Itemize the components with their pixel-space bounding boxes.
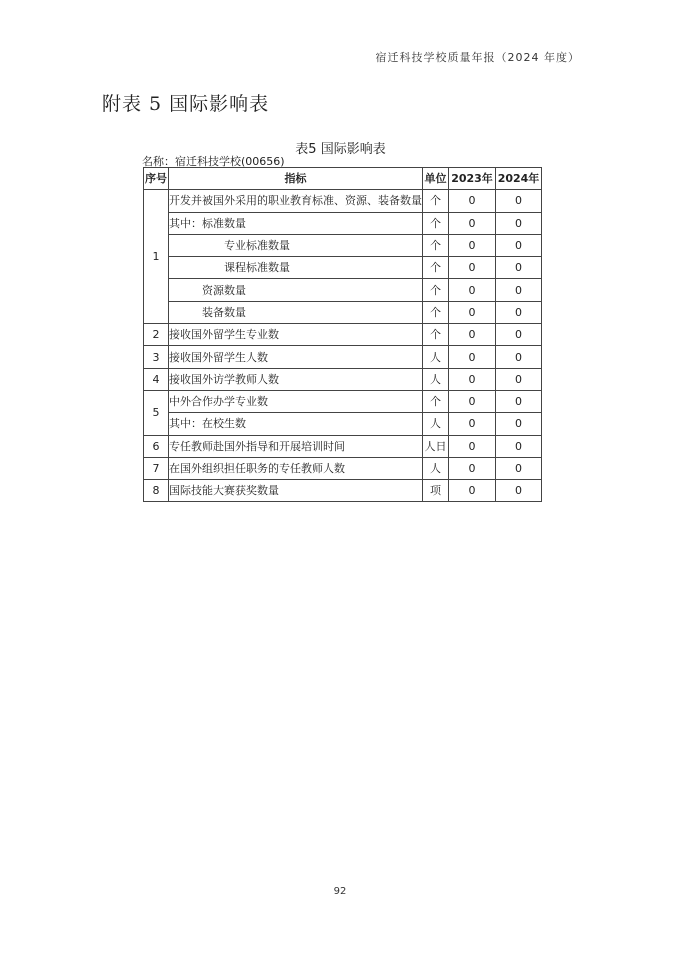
row-indicator: 专任教师赴国外指导和开展培训时间 <box>169 435 423 457</box>
row-value-2024: 0 <box>496 324 542 346</box>
table-row <box>144 480 542 502</box>
row-value-2024: 0 <box>496 480 542 502</box>
row-unit: 个 <box>423 324 449 346</box>
row-value-2023: 0 <box>449 234 496 256</box>
page-header: 宿迁科技学校质量年报（2024 年度） <box>375 51 580 64</box>
row-indicator: 接收国外访学教师人数 <box>169 368 423 390</box>
table-row <box>144 190 542 212</box>
row-value-2023: 0 <box>449 390 496 412</box>
row-unit: 个 <box>423 390 449 412</box>
row-value-2023: 0 <box>449 212 496 234</box>
row-unit: 人 <box>423 346 449 368</box>
row-unit: 人 <box>423 413 449 435</box>
row-unit: 个 <box>423 190 449 212</box>
row-unit: 项 <box>423 480 449 502</box>
row-value-2024: 0 <box>496 279 542 301</box>
row-unit: 个 <box>423 212 449 234</box>
school-name: 名称：宿迁科技学校(00656) <box>142 155 285 168</box>
col-header-unit: 单位 <box>423 168 449 190</box>
row-seq: 5 <box>144 390 169 435</box>
row-seq: 4 <box>144 368 169 390</box>
row-value-2023: 0 <box>449 435 496 457</box>
international-influence-table <box>143 167 542 502</box>
table-row <box>144 413 542 435</box>
row-value-2023: 0 <box>449 279 496 301</box>
table-row <box>144 324 542 346</box>
row-indicator: 资源数量 <box>169 279 423 301</box>
row-indicator: 在国外组织担任职务的专任教师人数 <box>169 457 423 479</box>
row-value-2023: 0 <box>449 324 496 346</box>
row-value-2023: 0 <box>449 301 496 323</box>
col-header-2023: 2023年 <box>449 168 496 190</box>
table-row <box>144 435 542 457</box>
row-unit: 人日 <box>423 435 449 457</box>
row-seq: 2 <box>144 324 169 346</box>
table-row <box>144 368 542 390</box>
row-value-2023: 0 <box>449 346 496 368</box>
row-indicator: 其中：在校生数 <box>169 413 423 435</box>
row-indicator: 开发并被国外采用的职业教育标准、资源、装备数量 <box>169 190 423 212</box>
row-indicator: 专业标准数量 <box>169 234 423 256</box>
table-row <box>144 346 542 368</box>
row-indicator: 国际技能大赛获奖数量 <box>169 480 423 502</box>
row-indicator: 接收国外留学生人数 <box>169 346 423 368</box>
table-row <box>144 234 542 256</box>
row-value-2023: 0 <box>449 413 496 435</box>
row-value-2023: 0 <box>449 368 496 390</box>
row-value-2024: 0 <box>496 257 542 279</box>
row-seq: 3 <box>144 346 169 368</box>
row-unit: 人 <box>423 457 449 479</box>
row-unit: 个 <box>423 234 449 256</box>
table-row <box>144 212 542 234</box>
appendix-title: 附表 5 国际影响表 <box>102 93 270 115</box>
table-title: 表5 国际影响表 <box>295 142 386 157</box>
row-value-2024: 0 <box>496 212 542 234</box>
row-unit: 个 <box>423 257 449 279</box>
col-header-indicator: 指标 <box>169 168 423 190</box>
row-unit: 个 <box>423 301 449 323</box>
row-value-2024: 0 <box>496 457 542 479</box>
row-value-2024: 0 <box>496 190 542 212</box>
col-header-seq: 序号 <box>144 168 169 190</box>
row-value-2023: 0 <box>449 457 496 479</box>
row-indicator: 中外合作办学专业数 <box>169 390 423 412</box>
table-row <box>144 390 542 412</box>
table-row <box>144 279 542 301</box>
row-seq: 7 <box>144 457 169 479</box>
row-value-2024: 0 <box>496 435 542 457</box>
row-indicator: 装备数量 <box>169 301 423 323</box>
row-value-2024: 0 <box>496 301 542 323</box>
row-indicator: 课程标准数量 <box>169 257 423 279</box>
table-header-row <box>144 168 542 190</box>
table-row <box>144 257 542 279</box>
row-value-2024: 0 <box>496 346 542 368</box>
row-value-2024: 0 <box>496 390 542 412</box>
row-value-2023: 0 <box>449 257 496 279</box>
row-value-2023: 0 <box>449 480 496 502</box>
row-seq: 8 <box>144 480 169 502</box>
row-value-2024: 0 <box>496 234 542 256</box>
row-value-2024: 0 <box>496 368 542 390</box>
row-unit: 个 <box>423 279 449 301</box>
page-number: 92 <box>333 886 347 897</box>
row-value-2023: 0 <box>449 190 496 212</box>
table-row <box>144 457 542 479</box>
row-indicator: 接收国外留学生专业数 <box>169 324 423 346</box>
row-indicator: 其中：标准数量 <box>169 212 423 234</box>
row-value-2024: 0 <box>496 413 542 435</box>
row-seq: 1 <box>144 190 169 324</box>
row-seq: 6 <box>144 435 169 457</box>
col-header-2024: 2024年 <box>496 168 542 190</box>
table-row <box>144 301 542 323</box>
row-unit: 人 <box>423 368 449 390</box>
